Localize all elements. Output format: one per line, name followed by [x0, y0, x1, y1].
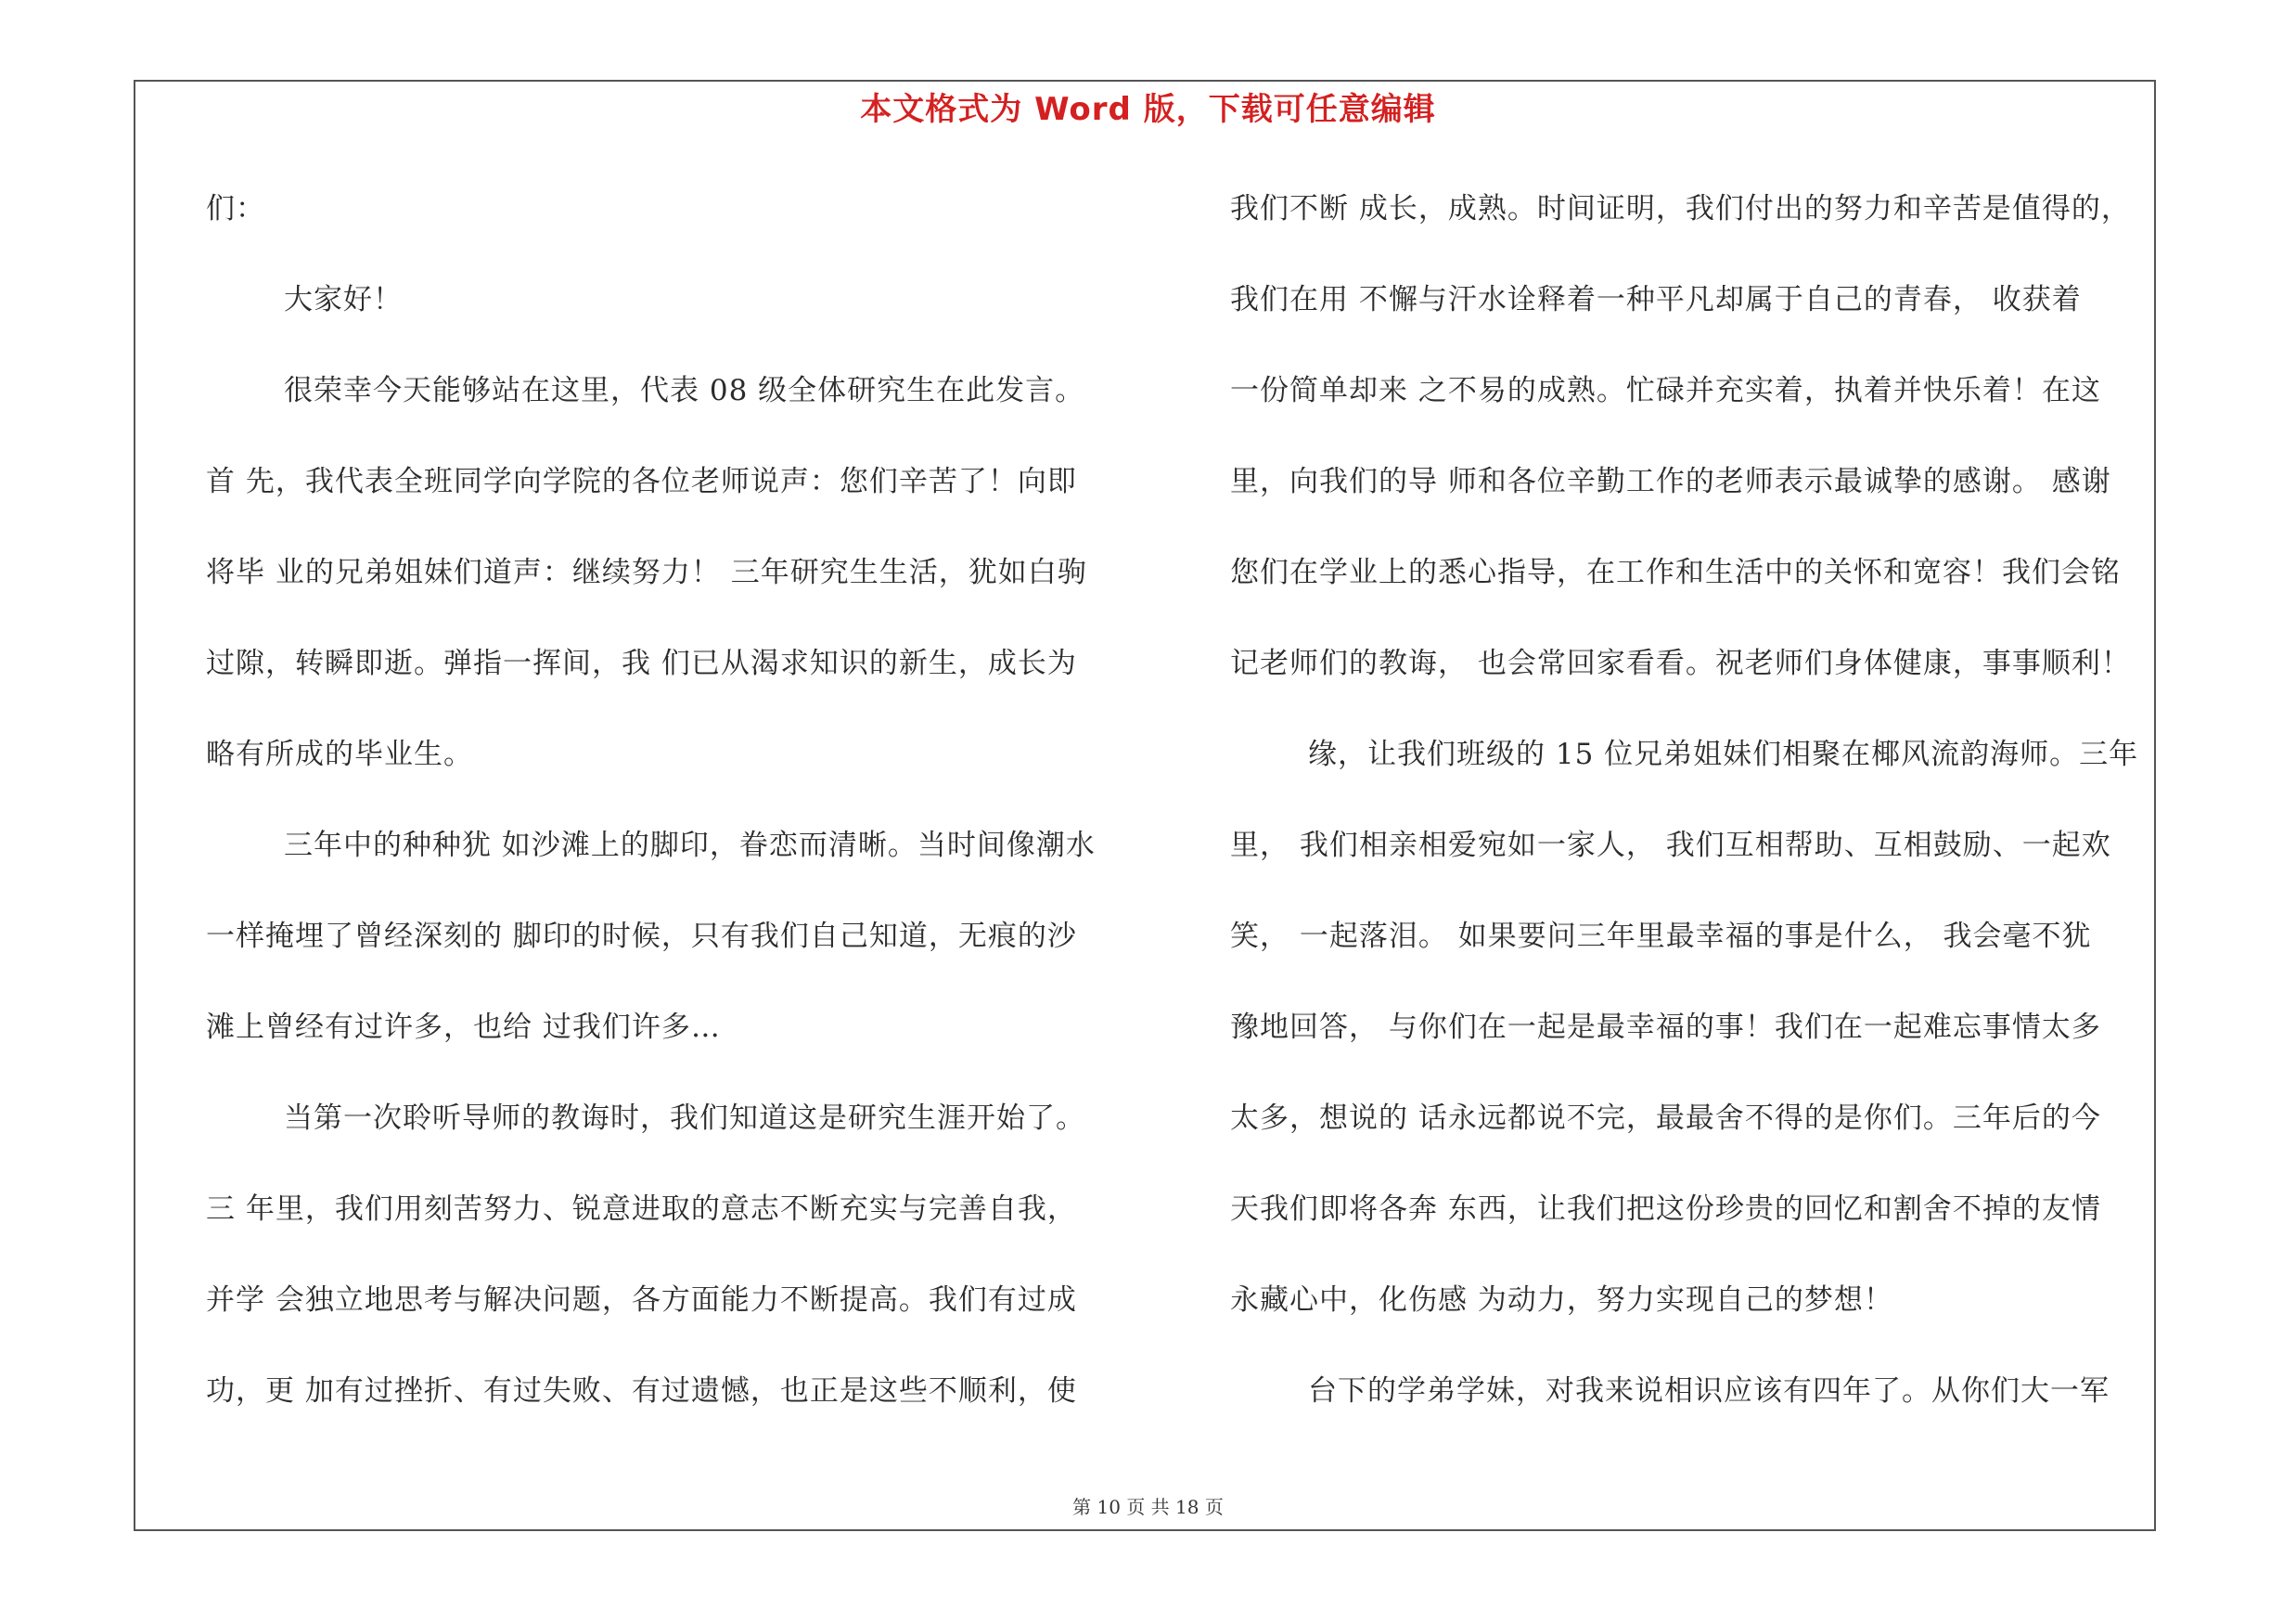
paragraph-line: 里， 我们相亲相爱宛如一家人， 我们互相帮助、互相鼓励、一起欢 — [1230, 829, 2111, 862]
paragraph-line: 笑， 一起落泪。 如果要问三年里最幸福的事是什么， 我会毫不犹 — [1230, 920, 2092, 953]
paragraph-line: 功，更 加有过挫折、有过失败、有过遗憾，也正是这些不顺利，使 — [206, 1374, 1077, 1408]
paragraph-line: 我们在用 不懈与汗水诠释着一种平凡却属于自己的青春， 收获着 — [1230, 283, 2082, 316]
paragraph-line: 首 先，我代表全班同学向学院的各位老师说声：您们辛苦了！向即 — [206, 465, 1077, 498]
paragraph-line: 滩上曾经有过许多，也给 过我们许多… — [206, 1011, 721, 1044]
paragraph-line: 我们不断 成长，成熟。时间证明，我们付出的努力和辛苦是值得的， — [1230, 192, 2131, 225]
paragraph-line: 很荣幸今天能够站在这里，代表 08 级全体研究生在此发言。 — [284, 374, 1085, 407]
paragraph-line: 三 年里，我们用刻苦努力、锐意进取的意志不断充实与完善自我， — [206, 1192, 1077, 1226]
paragraph-line: 将毕 业的兄弟姐妹们道声：继续努力！ 三年研究生生活，犹如白驹 — [206, 556, 1087, 589]
right-text-column — [1230, 186, 2167, 1466]
paragraph-line: 一样掩埋了曾经深刻的 脚印的时候，只有我们自己知道，无痕的沙 — [206, 920, 1077, 953]
paragraph-line: 豫地回答， 与你们在一起是最幸福的事！我们在一起难忘事情太多 — [1230, 1011, 2101, 1044]
paragraph-line: 里，向我们的导 师和各位辛勤工作的老师表示最诚挚的感谢。 感谢 — [1230, 465, 2111, 498]
paragraph-line: 当第一次聆听导师的教诲时，我们知道这是研究生涯开始了。 — [284, 1101, 1085, 1135]
paragraph-line: 大家好！ — [284, 283, 403, 316]
paragraph-line: 一份简单却来 之不易的成熟。忙碌并充实着，执着并快乐着！在这 — [1230, 374, 2101, 407]
page-number-footer: 第 10 页 共 18 页 — [1072, 1496, 1224, 1518]
editable-notice-banner: 本文格式为 Word 版，下载可任意编辑 — [860, 91, 1436, 128]
paragraph-line: 台下的学弟学妹，对我来说相识应该有四年了。从你们大一军 — [1308, 1374, 2110, 1408]
paragraph-line: 三年中的种种犹 如沙滩上的脚印，眷恋而清晰。当时间像潮水 — [284, 829, 1096, 862]
paragraph-line: 太多，想说的 话永远都说不完，最最舍不得的是你们。三年后的今 — [1230, 1101, 2101, 1135]
paragraph-line: 天我们即将各奔 东西，让我们把这份珍贵的回忆和割舍不掉的友情 — [1230, 1192, 2101, 1226]
paragraph-line: 记老师们的教诲， 也会常回家看看。祝老师们身体健康，事事顺利！ — [1230, 647, 2131, 680]
paragraph-line: 略有所成的毕业生。 — [206, 738, 473, 771]
paragraph-line: 缘，让我们班级的 15 位兄弟姐妹们相聚在椰风流韵海师。三年 — [1308, 738, 2139, 771]
paragraph-line: 们： — [206, 192, 265, 225]
paragraph-line: 并学 会独立地思考与解决问题，各方面能力不断提高。我们有过成 — [206, 1283, 1077, 1317]
paragraph-line: 过隙，转瞬即逝。弹指一挥间，我 们已从渴求知识的新生，成长为 — [206, 647, 1077, 680]
paragraph-line: 您们在学业上的悉心指导，在工作和生活中的关怀和宽容！我们会铭 — [1230, 556, 2121, 589]
left-text-column — [206, 186, 1152, 1466]
paragraph-line: 永藏心中，化伤感 为动力，努力实现自己的梦想！ — [1230, 1283, 1893, 1317]
